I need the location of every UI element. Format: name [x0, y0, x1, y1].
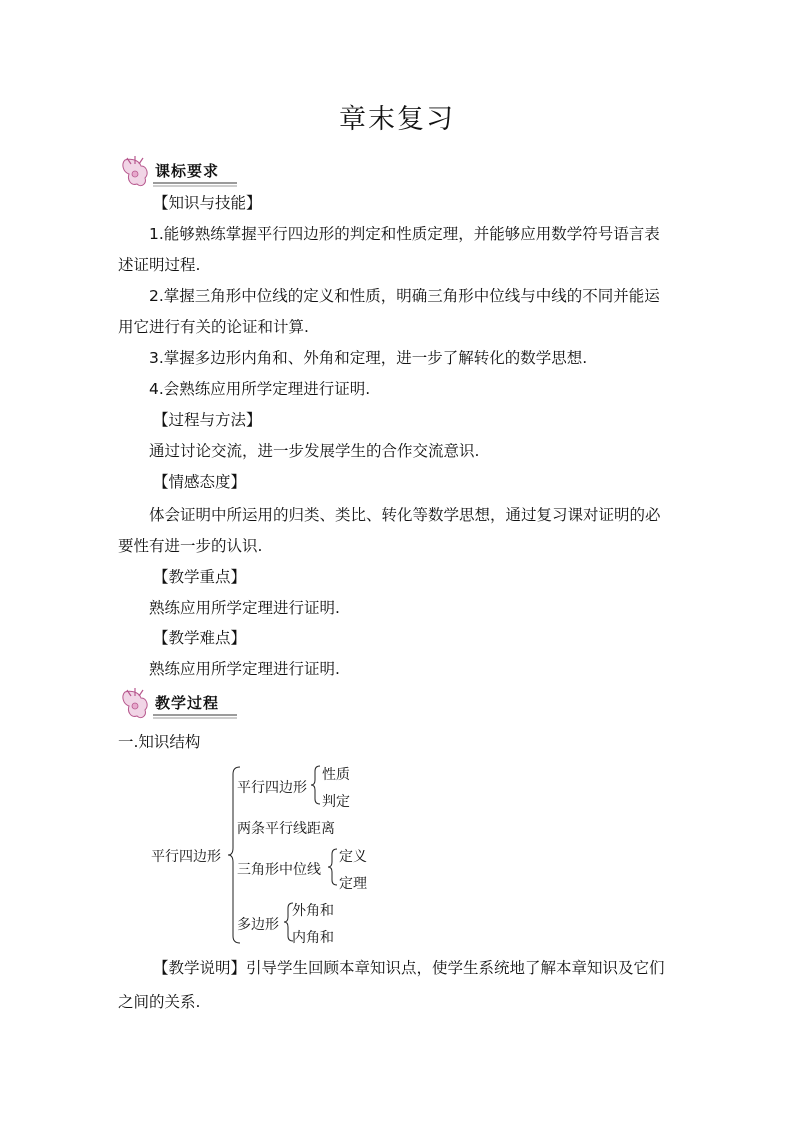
- paragraph-line: 之间的关系.: [118, 993, 201, 1011]
- paragraph-line: 4.会熟练应用所学定理进行证明.: [149, 380, 371, 398]
- paragraph-line: 3.掌握多边形内角和、外角和定理，进一步了解转化的数学思想.: [149, 349, 588, 367]
- paragraph-line: 通过讨论交流，进一步发展学生的合作交流意识.: [149, 442, 480, 460]
- emotion-heading: 【情感态度】: [153, 473, 247, 491]
- key-point-heading: 【教学重点】: [153, 568, 247, 586]
- paragraph-line: 熟练应用所学定理进行证明.: [149, 660, 340, 678]
- tree-root: 平行四边形: [151, 849, 221, 865]
- knowledge-heading: 【知识与技能】: [153, 194, 262, 212]
- paragraph-line: 用它进行有关的论证和计算.: [118, 318, 309, 336]
- banner-label: 教学过程: [155, 694, 220, 712]
- page-title: 章末复习: [339, 104, 455, 135]
- tree-leaf: 内角和: [292, 930, 334, 946]
- paragraph-line: 1.能够熟练掌握平行四边形的判定和性质定理，并能够应用数学符号语言表: [149, 225, 660, 243]
- paragraph-line: 述证明过程.: [118, 256, 201, 274]
- banner-label: 课标要求: [155, 162, 220, 180]
- tree-branch: 多边形: [237, 917, 279, 933]
- difficulty-heading: 【教学难点】: [153, 629, 247, 647]
- tree-branch: 两条平行线距离: [237, 821, 335, 837]
- paragraph-line: 2.掌握三角形中位线的定义和性质，明确三角形中位线与中线的不同并能运: [149, 287, 660, 305]
- paragraph-line: 熟练应用所学定理进行证明.: [149, 599, 340, 617]
- tree-branch: 平行四边形: [237, 780, 307, 796]
- tree-leaf: 定义: [339, 849, 367, 865]
- paragraph-line: 体会证明中所运用的归类、类比、转化等数学思想，通过复习课对证明的必: [149, 506, 661, 524]
- tree-leaf: 外角和: [292, 903, 334, 919]
- tree-branch: 三角形中位线: [237, 862, 321, 878]
- section-heading: 一.知识结构: [118, 733, 201, 751]
- tree-leaf: 判定: [322, 794, 350, 810]
- paragraph-line: 【教学说明】引导学生回顾本章知识点，使学生系统地了解本章知识及它们: [153, 959, 665, 977]
- tree-leaf: 性质: [322, 767, 350, 783]
- process-heading: 【过程与方法】: [153, 411, 262, 429]
- tree-leaf: 定理: [339, 876, 367, 892]
- paragraph-line: 要性有进一步的认识.: [118, 537, 263, 555]
